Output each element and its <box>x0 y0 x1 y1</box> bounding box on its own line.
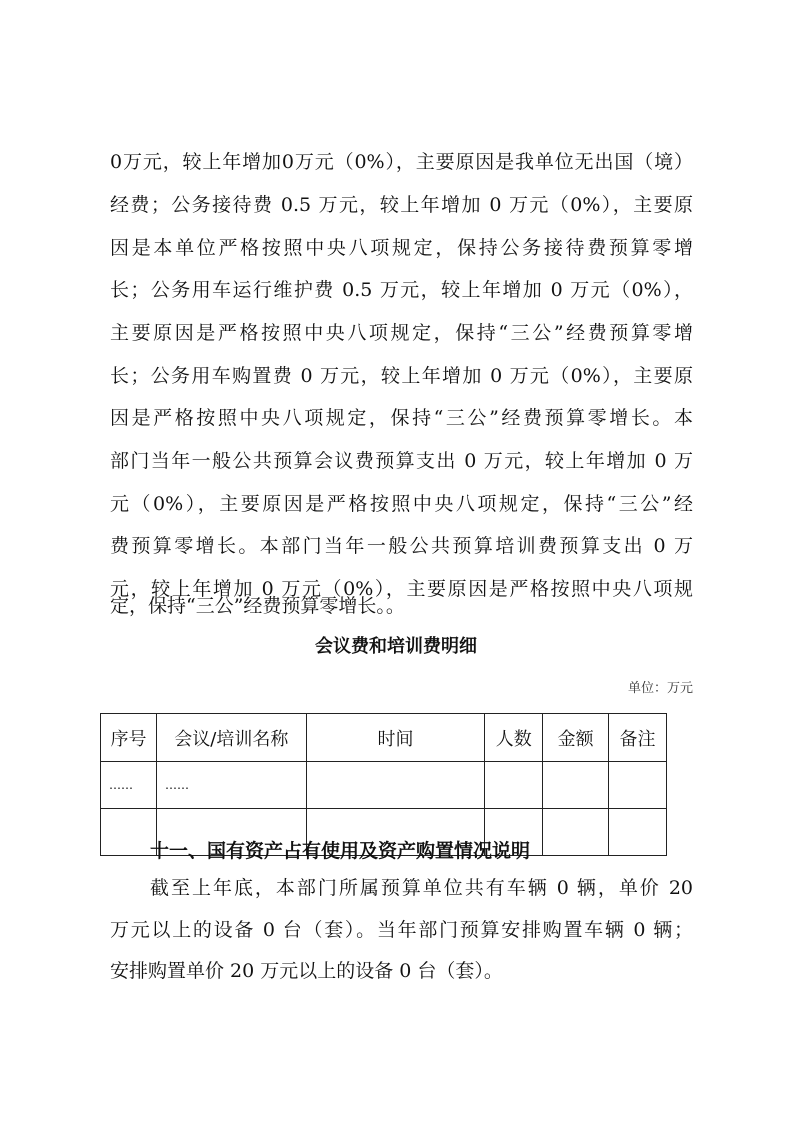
text-line: 因是本单位严格按照中央八项规定，保持公务接待费预算零增 <box>110 237 693 259</box>
text-line: 因是严格按照中央八项规定，保持“三公”经费预算零增长。本 <box>110 407 693 429</box>
section-heading: 十一、国有资产占有使用及资产购置情况说明 <box>150 840 531 862</box>
text-line: 0万元，较上年增加0万元（0%），主要原因是我单位无出国（境） <box>110 151 693 173</box>
cell <box>543 762 609 809</box>
cell <box>543 809 609 856</box>
cell <box>101 809 157 856</box>
text-line: 经费；公务接待费 0.5 万元，较上年增加 0 万元（0%），主要原 <box>110 194 693 216</box>
text-line: 安排购置单价 20 万元以上的设备 0 台（套）。 <box>110 960 503 982</box>
table-title: 会议费和培训费明细 <box>315 636 477 657</box>
cell <box>609 809 667 856</box>
text-line: 元，较上年增加 0 万元（0%），主要原因是严格按照中央八项规 <box>110 578 693 600</box>
text-line: 主要原因是严格按照中央八项规定，保持“三公”经费预算零增 <box>110 322 693 344</box>
header-index: 序号 <box>101 714 157 762</box>
text-line: 费预算零增长。本部门当年一般公共预算培训费预算支出 0 万 <box>110 535 693 557</box>
header-people: 人数 <box>485 714 543 762</box>
table-header-row <box>101 714 667 762</box>
cell: …… <box>156 762 306 809</box>
header-name: 会议/培训名称 <box>156 714 306 762</box>
table-row <box>101 762 667 809</box>
text-line: 元（0%），主要原因是严格按照中央八项规定，保持“三公”经 <box>110 493 693 515</box>
header-time: 时间 <box>306 714 485 762</box>
meeting-training-table <box>100 713 667 856</box>
text-line: 万元以上的设备 0 台（套）。当年部门预算安排购置车辆 0 辆； <box>110 919 693 941</box>
text-line: 截至上年底，本部门所属预算单位共有车辆 0 辆，单价 20 <box>150 877 693 899</box>
cell <box>485 762 543 809</box>
text-line: 长；公务用车购置费 0 万元，较上年增加 0 万元（0%），主要原 <box>110 365 693 387</box>
cell: …… <box>101 762 157 809</box>
header-amount: 金额 <box>543 714 609 762</box>
cell <box>306 762 485 809</box>
unit-label: 单位：万元 <box>627 681 693 696</box>
text-line: 定，保持“三公”经费预算零增长。。 <box>110 595 405 617</box>
header-remark: 备注 <box>609 714 667 762</box>
text-line: 部门当年一般公共预算会议费预算支出 0 万元，较上年增加 0 万 <box>110 450 693 472</box>
text-line: 长；公务用车运行维护费 0.5 万元，较上年增加 0 万元（0%）， <box>110 279 693 301</box>
cell <box>609 762 667 809</box>
